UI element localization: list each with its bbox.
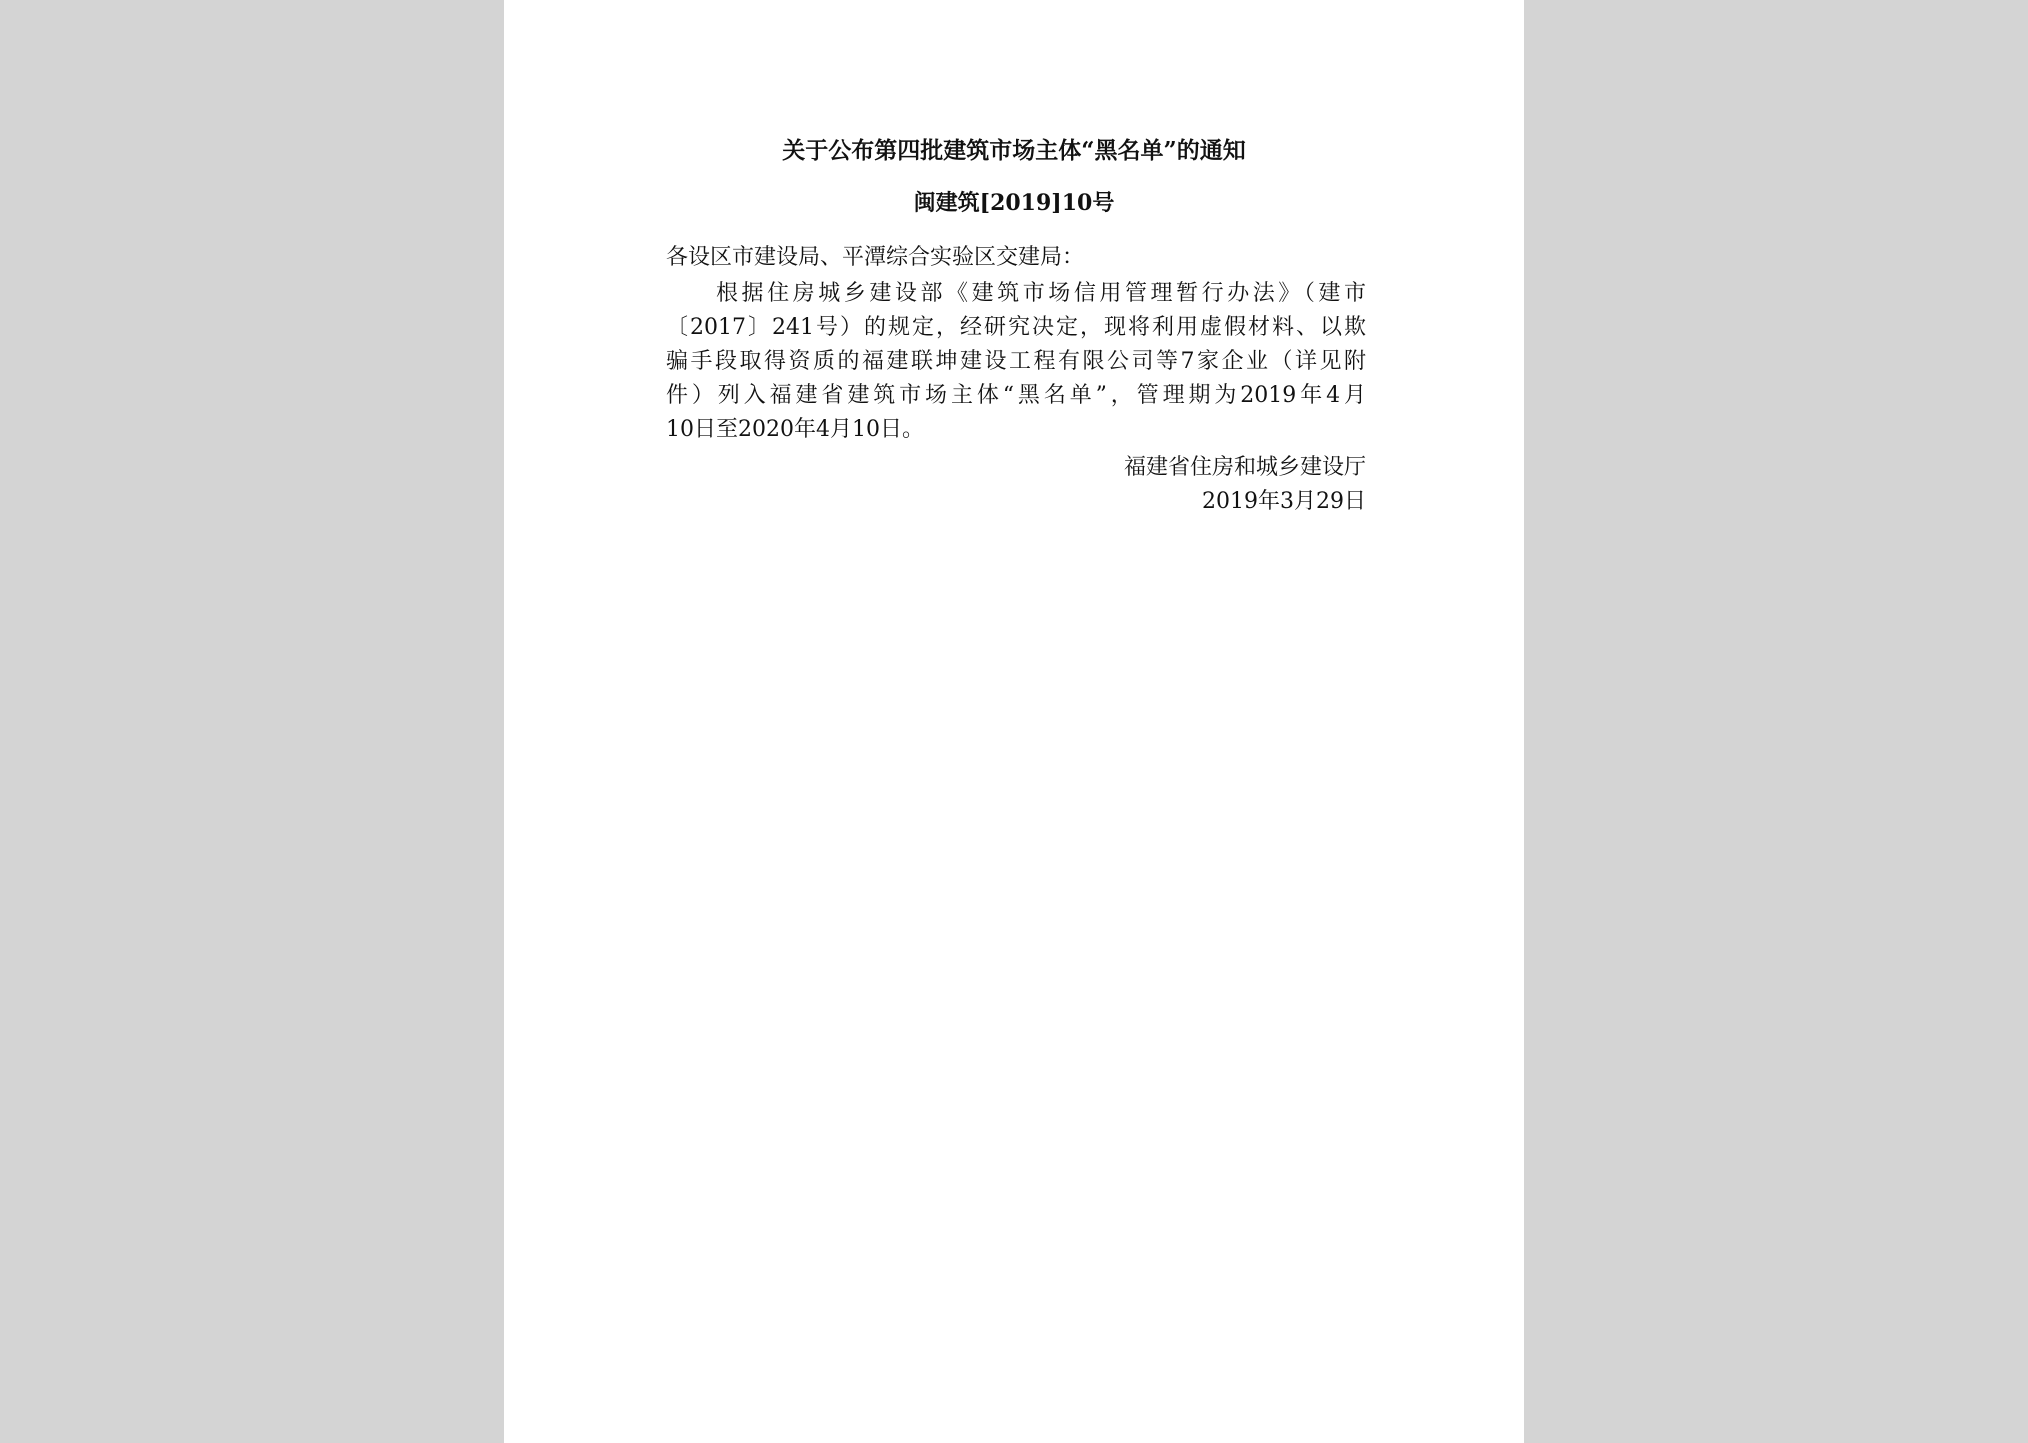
document-page — [504, 0, 1524, 1443]
salutation: 各设区市建设局、平潭综合实验区交建局： — [666, 245, 1085, 270]
body-paragraph-line: 骗手段取得资质的福建联坤建设工程有限公司等7家企业（详见附 — [666, 349, 1366, 374]
body-paragraph-line: 〔2017〕241号）的规定，经研究决定，现将利用虚假材料、以欺 — [666, 315, 1366, 340]
issue-date: 2019年3月29日 — [1202, 489, 1366, 514]
body-paragraph-line: 根据住房城乡建设部《建筑市场信用管理暂行办法》（建市 — [716, 281, 1366, 306]
document-number: 闽建筑[2019]10号 — [913, 190, 1115, 216]
body-paragraph-line: 10日至2020年4月10日。 — [666, 417, 924, 442]
issuing-authority: 福建省住房和城乡建设厅 — [1123, 455, 1366, 480]
document-title: 关于公布第四批建筑市场主体“黑名单”的通知 — [782, 137, 1246, 164]
body-paragraph-line: 件）列入福建省建筑市场主体“黑名单”，管理期为2019年4月 — [666, 383, 1366, 408]
